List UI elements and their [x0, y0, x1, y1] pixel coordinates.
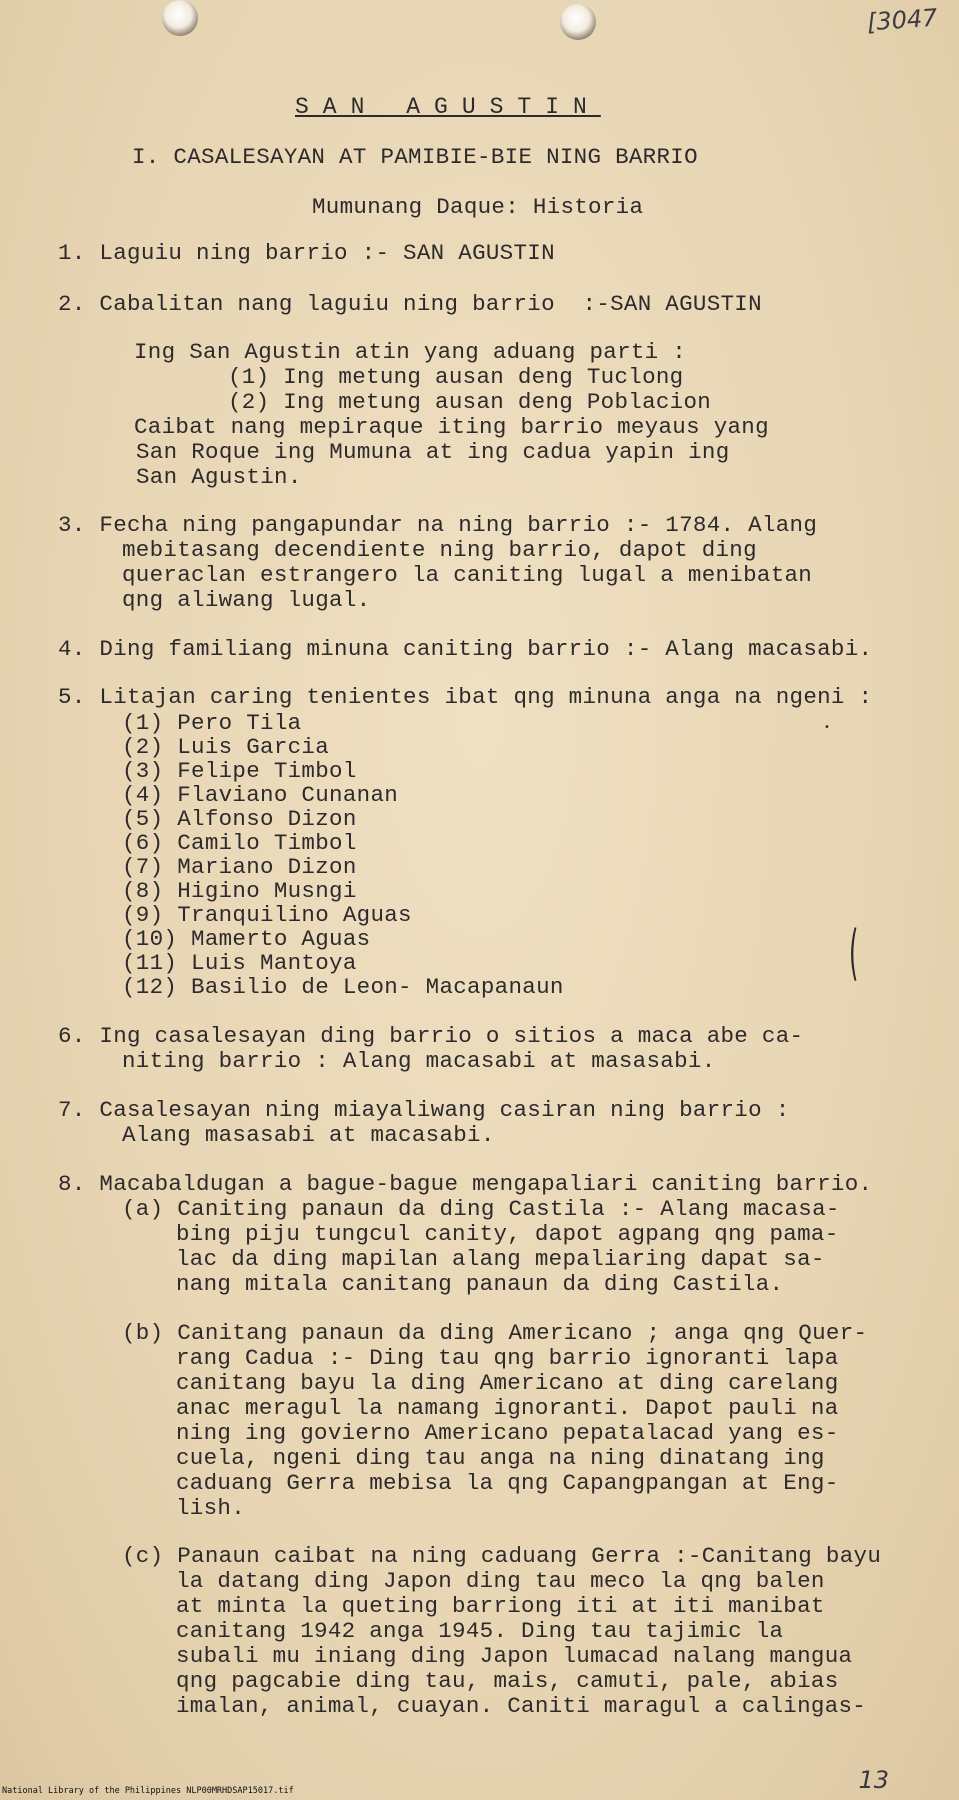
section-heading: I. CASALESAYAN AT PAMIBIE-BIE NING BARRIO [132, 144, 698, 170]
punch-hole [560, 4, 596, 40]
text-line: anac meragul la namang ignoranti. Dapot pauli na [176, 1395, 839, 1421]
ink-dot: • [824, 722, 830, 733]
text-line: 3. Fecha ning pangapundar na ning barrio :- 1784. Alang [58, 512, 818, 538]
text-line: (c) Panaun caibat na ning caduang Gerra :-Canitang bayu [122, 1543, 882, 1569]
text-line: (b) Canitang panaun da ding Americano ; anga qng Quer- [122, 1320, 868, 1346]
footer-caption: National Library of the Philippines NLP00MRHDSAP15017.tif [2, 1786, 294, 1796]
text-line: cuela, ngeni ding tau anga na ning dinatang ing [176, 1445, 825, 1471]
list-item: (3) Felipe Timbol [122, 758, 357, 784]
list-item: (5) Alfonso Dizon [122, 806, 357, 832]
list-item: (2) Luis Garcia [122, 734, 330, 760]
text-line: (2) Ing metung ausan deng Poblacion [228, 389, 712, 415]
text-line: niting barrio : Alang macasabi at masasabi. [122, 1048, 716, 1074]
text-line: 2. Cabalitan nang laguiu ning barrio :-SAN AGUSTIN [58, 291, 762, 317]
text-line: lish. [176, 1495, 246, 1521]
text-line: rang Cadua :- Ding tau qng barrio ignoranti lapa [176, 1345, 839, 1371]
text-line: San Agustin. [136, 464, 302, 490]
margin-bracket-mark: ( [849, 918, 859, 988]
text-line: canitang 1942 anga 1945. Ding tau tajimic la [176, 1618, 784, 1644]
text-line: 1. Laguiu ning barrio :- SAN AGUSTIN [58, 240, 555, 266]
text-line: mebitasang decendiente ning barrio, dapot ding [122, 537, 757, 563]
list-item: (11) Luis Mantoya [122, 950, 357, 976]
list-item: (4) Flaviano Cunanan [122, 782, 399, 808]
text-line: nang mitala canitang panaun da ding Castila. [176, 1271, 784, 1297]
text-line: Alang masasabi at macasabi. [122, 1122, 495, 1148]
text-line: imalan, animal, cuayan. Caniti maragul a calingas- [176, 1693, 867, 1719]
text-line: Caibat nang mepiraque iting barrio meyaus yang [134, 414, 769, 440]
text-line: 6. Ing casalesayan ding barrio o sitios a maca abe ca- [58, 1023, 804, 1049]
text-line: qng aliwang lugal. [122, 587, 371, 613]
text-line: 8. Macabaldugan a bague-bague mengapaliari caniting barrio. [58, 1171, 873, 1197]
text-line: subali mu iniang ding Japon lumacad nalang mangua [176, 1643, 853, 1669]
text-line: 5. Litajan caring tenientes ibat qng minuna anga na ngeni : [58, 684, 873, 710]
list-item: (1) Pero Tila [122, 710, 302, 736]
list-item: (8) Higino Musngi [122, 878, 357, 904]
list-item: (6) Camilo Timbol [122, 830, 357, 856]
list-item: (7) Mariano Dizon [122, 854, 357, 880]
text-line: Ing San Agustin atin yang aduang parti : [134, 339, 687, 365]
reference-number: [3047 [865, 3, 938, 37]
text-line: canitang bayu la ding Americano at ding carelang [176, 1370, 839, 1396]
text-line: San Roque ing Mumuna at ing cadua yapin ing [136, 439, 730, 465]
punch-hole [162, 0, 198, 36]
text-line: (a) Caniting panaun da ding Castila :- Alang macasa- [122, 1196, 840, 1222]
text-line: ning ing govierno Americano pepatalacad yang es- [176, 1420, 839, 1446]
text-line: qng pagcabie ding tau, mais, camuti, pale, abias [176, 1668, 839, 1694]
text-line: queraclan estrangero la caniting lugal a menibatan [122, 562, 813, 588]
list-item: (10) Mamerto Aguas [122, 926, 371, 952]
page-number: 13 [858, 1766, 889, 1794]
text-line: la datang ding Japon ding tau meco la qng balen [176, 1568, 825, 1594]
text-line: 4. Ding familiang minuna caniting barrio :- Alang macasabi. [58, 636, 873, 662]
list-item: (12) Basilio de Leon- Macapanaun [122, 974, 564, 1000]
text-line: caduang Gerra mebisa la qng Capangpangan at Eng- [176, 1470, 839, 1496]
text-line: 7. Casalesayan ning miayaliwang casiran ning barrio : [58, 1097, 790, 1123]
list-item: (9) Tranquilino Aguas [122, 902, 412, 928]
document-title: SAN AGUSTIN [295, 94, 601, 120]
text-line: lac da ding mapilan alang mepaliaring dapat sa- [176, 1246, 825, 1272]
text-line: at minta la queting barriong iti at iti manibat [176, 1593, 825, 1619]
text-line: bing piju tungcul canity, dapot agpang qng pama- [176, 1221, 839, 1247]
text-line: (1) Ing metung ausan deng Tuclong [228, 364, 684, 390]
section-subheading: Mumunang Daque: Historia [312, 194, 644, 220]
